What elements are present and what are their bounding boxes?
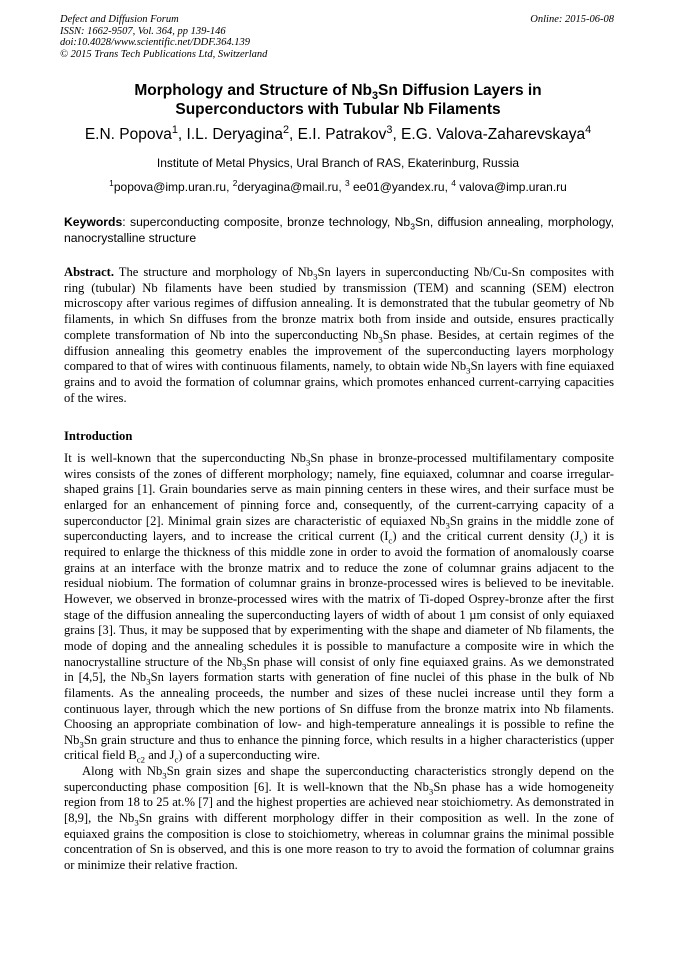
section-heading-introduction: Introduction — [64, 429, 133, 443]
keywords-label: Keywords — [64, 215, 123, 229]
author-list: E.N. Popova$^1$, I.L. Deryagina$^2$, E.I. Patrakov$^3$, E.G. Valova-Zaharevskaya$^4$ — [84, 123, 592, 143]
issn-line: ISSN: 1662-9507, Vol. 364, pp 139-146 — [60, 25, 226, 37]
doi-line: doi:10.4028/www.scientific.net/DDF.364.139 — [60, 37, 251, 48]
email-link[interactable]: ee01@yandex.ru, — [349, 180, 452, 194]
online-date: Online: 2015-06-08 — [530, 14, 614, 25]
copyright-line: © 2015 Trans Tech Publications Ltd, Switzerland — [60, 48, 268, 60]
abstract-label: Abstract. — [64, 265, 115, 279]
introduction-body — [64, 451, 614, 874]
email-list: $^1$popova@imp.uran.ru, $^2$deryagina@mail.ru, $^3$ ee01@yandex.ru, $^4$ valova@imp.uran.ru — [109, 178, 567, 194]
email-link[interactable]: valova@imp.uran.ru — [455, 180, 567, 194]
email-link[interactable]: popova@imp.uran.ru, — [113, 180, 233, 194]
title-line-1: Morphology and Structure of $Nb_3Sn$ Diffusion Layers in — [134, 82, 542, 103]
paragraph: It is well-known that the superconducting $Nb_3Sn$ phase in bronze-processed multifilamentary composite wires consists of the zones of different morphology; namely, fine equiaxed, columnar and coarse irregular-shaped grains [1]. Grain boundaries serve as main pinning centers in these wires, and their surface must be enlarged for an enhancement of pinning force and, consequently, of the current-carrying capacity of a superconductor [2]. Minimal grain sizes are characteristic of equiaxed $Nb_3Sn$ grains in the middle zone of superconducting layers, and to increase the critical current $(I_c)$ and the critical current density $(J_c)$ it is required to enlarge the thickness of this middle zone in order to avoid the formation of anomalously coarse grains at an interface with the bronze matrix and to reduce the zone of columnar grains adjacent to the residual niobium. The formation of columnar grains in bronze-processed wires is believed to be inevitable. However, we observed in bronze-processed wires with the matrix of Ti-doped Osprey-bronze after the first stage of the diffusion annealing the superconducting layers of width of about 1 µm consist of only equiaxed grains [3]. Thus, it may be supposed that by experimenting with the shape and diameter of Nb filaments, the mode of doping and the annealing schedules it is possible to manufacture a composite wire in which the nanocrystalline structure of the $Nb_3Sn$ phase will consist of only fine equiaxed grains. As we demonstrated in [4,5], the $Nb_3Sn$ layers formation starts with generation of fine nuclei of this phase in the bulk of Nb filaments. As the annealing proceeds, the number and sizes of these nuclei increase until they form a continuous layer, through which the new portions of Sn diffuse from the bronze matrix into Nb filaments. Choosing an appropriate combination of low- and high-temperature annealings it is possible to refine the $Nb_3Sn$ grain structure and thus to enhance the pinning force, which results in a higher characteristics (upper critical field $B_{c2}$ and $J_c$) of a superconducting wire. — [64, 451, 615, 765]
abstract: Abstract. The structure and morphology of $Nb_3Sn$ layers in superconducting Nb/Cu-Sn composites with ring (tubular) Nb filaments have been studied by transmission (TEM) and scanning (SEM) electron microscopy after various regimes of diffusion annealing. It is demonstrated that the tubular geometry of Nb filaments, in which Sn diffuses from the bronze matrix both from inside and outside, ensures practically complete transformation of Nb into the superconducting $Nb_3Sn$ phase. Besides, at certain regimes of the diffusion annealing this geometry enables the improvement of the superconducting layers morphology compared to that of wires with continuous filaments, namely, to obtain wide $Nb_3Sn$ layers with fine equiaxed grains and to avoid the formation of columnar grains, which promotes enhanced current-carrying capacities of the wires. — [64, 265, 615, 405]
title-line-2: Superconductors with Tubular Nb Filaments — [175, 101, 501, 118]
paragraph: Along with $Nb_3Sn$ grain sizes and shape the superconducting characteristics strongly depend on the superconducting phase composition [6]. It is well-known that the $Nb_3Sn$ phase has a wide homogeneity region from 18 to 25 at.% [7] and the highest properties are achieved near stoichiometry. As demonstrated in [8,9], the $Nb_3Sn$ grains with different morphology differ in their composition as well. In the zone of equiaxed grains the composition is close to stoichiometry, whereas in columnar grains the minimal possible concentration of Sn is observed, and this is one more reason to try to avoid the formation of columnar grains or minimize their relative fraction. — [64, 764, 615, 873]
affiliation: Institute of Metal Physics, Ural Branch of RAS, Ekaterinburg, Russia — [156, 156, 520, 170]
keywords: Keywords: superconducting composite, bronze technology, $Nb_3Sn$, diffusion annealing, morphology, nanocrystalline structure — [64, 215, 614, 245]
paper-title — [60, 81, 616, 119]
email-link[interactable]: deryagina@mail.ru, — [237, 180, 345, 194]
journal-name: Defect and Diffusion Forum — [60, 14, 179, 25]
